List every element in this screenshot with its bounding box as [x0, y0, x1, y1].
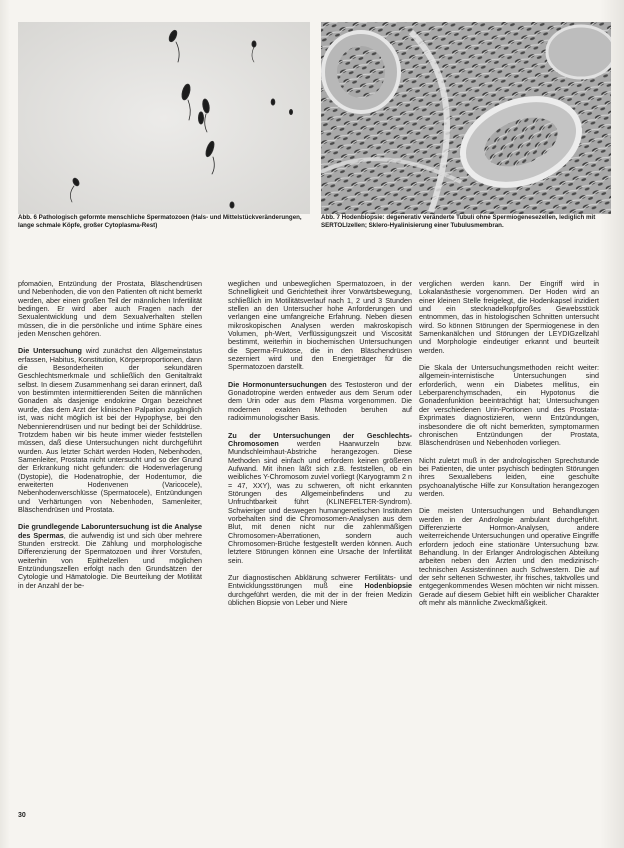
paragraph [419, 457, 599, 499]
paragraph-text: Die Skala der Untersuchungsmethoden reicht weiter: allgemein-internistische Untersuchungen sind erforderlich, wenn ein Diabetes mellitus, ein Leberparenchymschaden, ein Hypotonus die Gonadenfunktion beeinträchtigt hat; Untersuchungen der verschiedenen Urin-Portionen und des Prostata-Exprimates diagnostizieren, wenn Entzündungen, insbesondere die oft nicht bemerkten, symptomarmen chronischen Entzündungen der Prostata, Bläschendrüsen und Nebenhoden vorliegen. [419, 363, 599, 448]
paragraph [419, 507, 599, 607]
figure-6-sperm-micrograph [18, 22, 310, 214]
paragraph-lead: Die Untersuchung [18, 346, 82, 356]
paragraph-text: pfomaöien, Entzündung der Prostata, Bläschendrüsen und Nebenhoden, die von den Patienten oft nicht bemerkt werden, aber einen großen Teil der männlichen Infertilität bedingen. Er wird aber auch Fragen nach der Sexualentwicklung und dem Sexualverhalten stellen müssen, die in die persönliche und intime Sphäre eines jeden Menschen gehören. [18, 279, 202, 339]
figure-7-testis-biopsy-histology [321, 22, 611, 214]
paragraph-text: Nicht zuletzt muß in der andrologischen Sprechstunde bei Patienten, die unter psychisch bedingten Störungen ihres Sexuallebens leiden, eine geschulte psychoanalytische Hilfe zur Konsultation herangezogen werden. [419, 455, 599, 498]
paragraph-text: des Testosteron und der Gonadotropine werden entweder aus dem Serum oder dem Urin oder aus dem Plasma vorgenommen. Die modernen exakten Methoden beruhen auf radioimmunologischer Basis. [228, 379, 412, 423]
paragraph-text: durchgeführt werden, die mit der in der freien Medizin üblichen Biopsie von Leber und Niere [228, 589, 412, 608]
paragraph-text: weglichen und unbeweglichen Spermatozoen, in der Schnelligkeit und Gerichtetheit ihrer Vorwärtsbewegung, schließlich im Motilitätsverlauf nach 1, 2 und 3 Stunden stellen an den Untersucher hohe Anforderungen und verlangen eine umfangreiche Erfahrung. Neben diesen mikroskopischen Analysen werden makroskopisch Volumen, ph-Wert, Verflüssigungszeit und Viscosität bestimmt, weiterhin in biochemischen Untersuchungen die Sperma-Fruktose, die in den Bläschendrüsen sezerniert wird und den Energieträger für die Spermatozoen darstellt. [228, 279, 412, 372]
sperm-micrograph-image [18, 22, 310, 214]
text-column-2 [228, 280, 412, 616]
paragraph-lead: Hodenbiopsie [364, 581, 412, 591]
paragraph-lead: Die Hormonuntersuchungen [228, 379, 327, 389]
paragraph [18, 280, 202, 338]
paragraph [18, 347, 202, 514]
paragraph [228, 280, 412, 372]
paragraph-text: werden Haarwurzeln bzw. Mundschleimhaut-Abstriche herangezogen. Diese Methoden sind einfach und erfordern keinen größeren Aufwand. Mit ihnen läßt sich z.B. feststellen, ob ein weibliches Y-Chromosom zuviel vorliegt (Karyogramm 2 n = 47, XXY), was zu schweren, oft nicht erkannten Störungen des Allgemeinbefindens und zu Unfruchtbarkeit führt (KLINEFELTER-Syndrom). Schwieriger und deswegen humangenetischen Instituten vorbehalten sind die Chromosomen-Analysen aus dem Blut, mit denen nicht nur die zahlenmäßigen Chromosomen-Aberrationen, sondern auch Chromosomen-Brüche festgestellt werden können. Auch letztere Störungen können eine Ursache der Infertilität sein. [228, 438, 412, 565]
paragraph-text: , die aufwendig ist und sich über mehrere Stunden erstreckt. Die Zählung und morphologische Differenzierung der Spermatozoen und ihrer Vorstufen, weiterhin von Epithelzellen und möglichen Entzündungszellen erfolgt nach den Grundsätzen der Cytologie und Hämatologie. Die Beurteilung der Motilität in der Anzahl der be- [18, 530, 203, 590]
paragraph [228, 432, 412, 566]
paragraph [228, 381, 412, 423]
paragraph [419, 280, 599, 355]
text-column-3 [419, 280, 599, 616]
paragraph-text: Die meisten Untersuchungen und Behandlungen werden in der Andrologie ambulant durchgeführt. Differenzierte Hormon-Analysen, andere weiterreichende Untersuchungen und operative Eingriffe erfordern jedoch eine stationäre Untersuchung bzw. Behandlung. In der Erlanger Andrologischen Abteilung arbeiten neben den Ärzten und den medizinisch-technischen Assistentinnen auch Schwestern. Die auf der sehr seltenen Schwester, ihr frisches, taktvolles und entgegenkommendes Wesen möchten wir nicht missen. Gerade auf diesem Gebiet hilft ein weiblicher Charakter oft mehr als männliche Zweckmäßigkeit. [419, 506, 599, 608]
text-column-1 [18, 280, 202, 599]
paragraph-lead: Zu der Untersuchungen der Geschlechts-Chromosomen [228, 430, 412, 448]
paragraph-lead: Die grundlegende Laboruntersuchung ist die Analyse des Spermas [18, 522, 202, 540]
paragraph [419, 364, 599, 447]
paragraph [18, 523, 202, 590]
figure-7-caption: Abb. 7 Hodenbiopsie: degenerativ veränderte Tubuli ohne Spermiogenesezellen, lediglich mit SERTOLIzellen; Sklero-Hyalinisierung einer Tubulusmembran. [321, 214, 596, 229]
page-number: 30 [18, 812, 26, 819]
biopsy-histology-image [321, 22, 611, 214]
paragraph-text: verglichen werden kann. Der Eingriff wird in Lokalanästhesie vorgenommen. Der Hoden wird an einer kleinen Stelle freigelegt, die Hodenkapsel inzidiert und ein stecknadelkopfgroßes Gewebsstück entnommen, das in histologischen Schnitten untersucht wird. So können Störungen der Spermiogenese in den Samenkanälchen und Störungen der LEYDIGzellzahl und Morphologie eindeutiger erkannt und beurteilt werden. [419, 279, 599, 355]
figure-6-caption: Abb. 6 Pathologisch geformte menschliche Spermatozoen (Hals- und Mittelstückveränderungen, lange schmale Köpfe, großer Cytoplasma-Rest) [18, 214, 302, 229]
paragraph-text: wird zunächst den Allgemeinstatus erfassen, Habitus, Konstitution, Körperproportionen, dann die Besonderheiten der sekundären Geschlechtsmerkmale und schließlich den Genitaltrakt selbst. In diesem Zusammenhang sei daran erinnert, daß von bestimmten intermittierenden Seiten die männlichen Gonaden als dasjenige endokrine Organ bezeichnet wurde, das dem Arzt der klinischen Palpation zugänglich ist, was nicht möglich ist bei der Hypophyse, bei den Nebennierendrüsen und nur bedingt bei der Schilddrüse. Trotzdem haben wir bis heute immer wieder feststellen müssen, daß diese Untersuchungen nicht durchgeführt wurden. Aus letzter Schärt werden Hoden, Nebenhoden, Samenleiter, Prostata nicht untersucht und so der Grund der Erkrankung nicht gefunden: die Hodenverlagerung (Dystopie), die Hodenatrophie, der Hodentumor, die erweiterten Hodenvenen (Varicocele), Nebenhodenverschlüsse (Spermatocele), Entzündungen und Verhärtungen von Nebenhoden, Samenleiter, Bläschendrüsen und Prostata. [18, 346, 203, 514]
paragraph-text: Zur diagnostischen Abklärung schwerer Fertilitäts- und Entwicklungsstörungen muß eine [228, 573, 412, 591]
paragraph [228, 574, 412, 607]
